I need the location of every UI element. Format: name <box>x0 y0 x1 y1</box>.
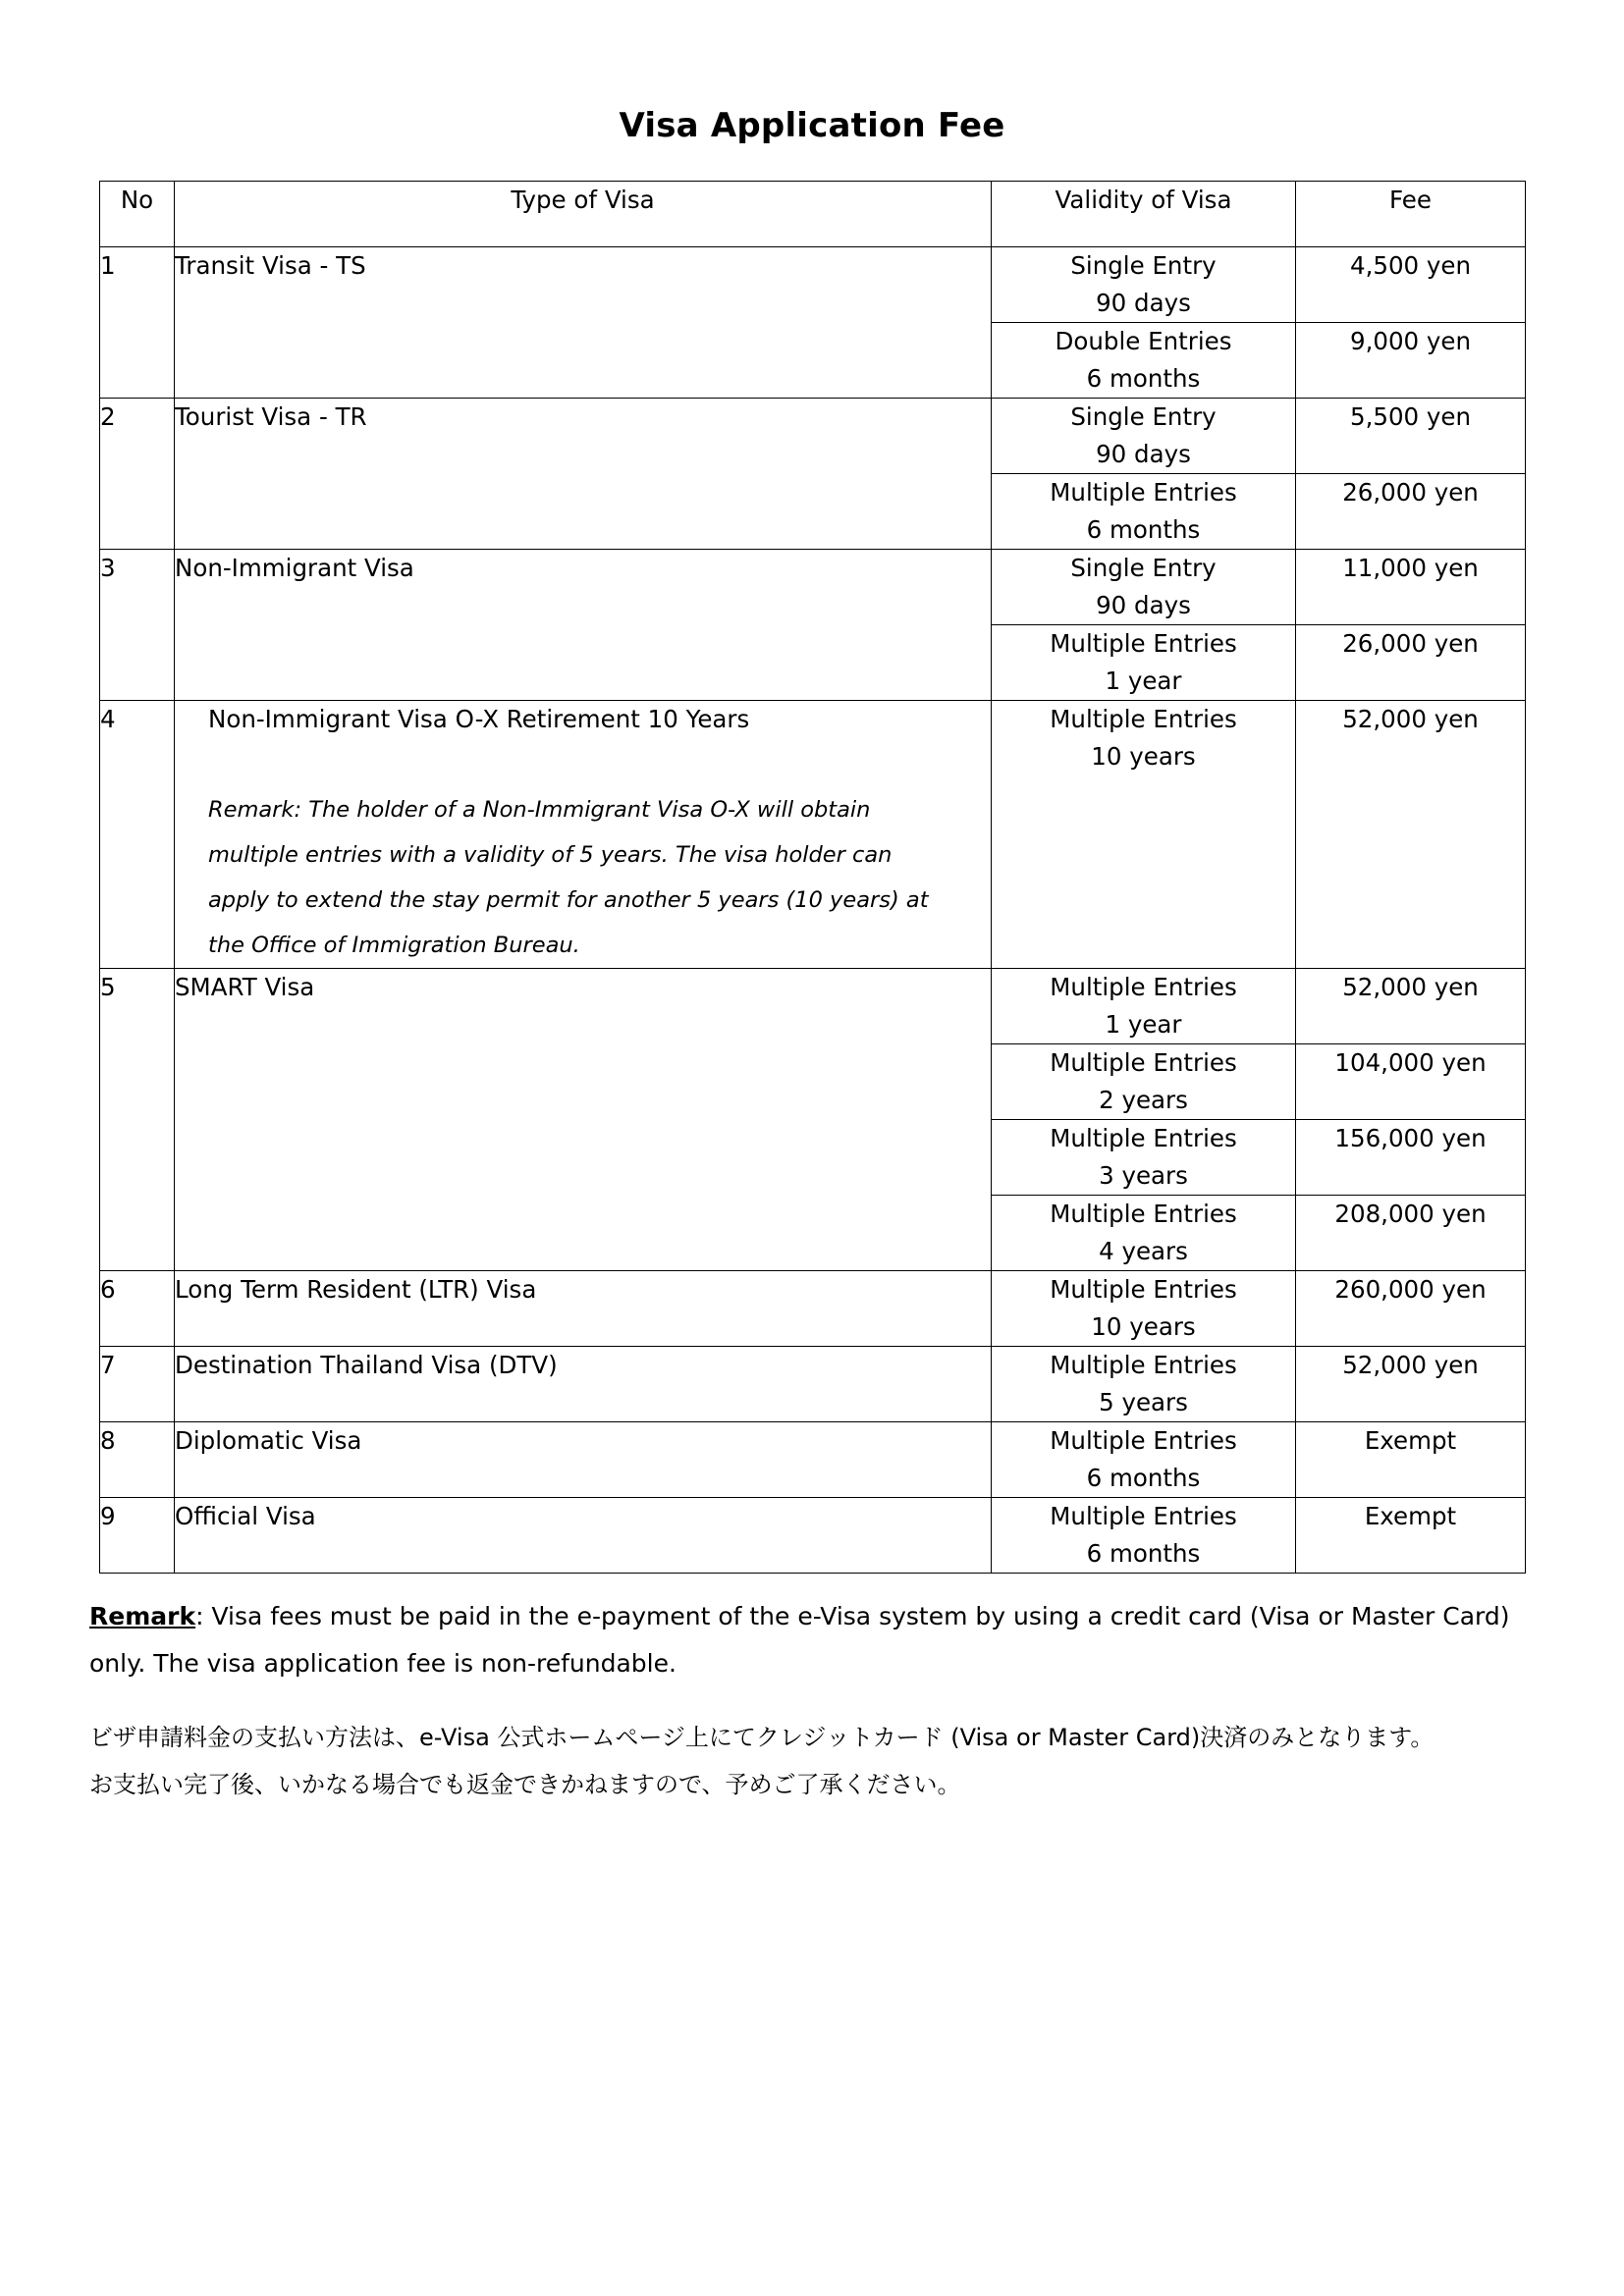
cell-fee: 208,000 yen <box>1296 1195 1526 1270</box>
validity-duration: 6 months <box>1086 514 1201 544</box>
validity-entry-type: Multiple Entries <box>1050 1274 1237 1304</box>
validity-entry-type: Multiple Entries <box>1050 477 1237 507</box>
cell-validity <box>992 1497 1296 1573</box>
column-header-fee: Fee <box>1296 182 1526 247</box>
cell-validity <box>992 549 1296 624</box>
cell-validity <box>992 969 1296 1044</box>
table-header <box>100 182 1526 247</box>
cell-fee: 5,500 yen <box>1296 398 1526 473</box>
validity-duration: 6 months <box>1086 1463 1201 1492</box>
cell-no: 9 <box>100 1497 175 1573</box>
validity-duration: 2 years <box>1099 1086 1188 1114</box>
fee-table-container <box>99 145 1525 1574</box>
validity-duration: 6 months <box>1086 1538 1201 1568</box>
cell-validity <box>992 247 1296 323</box>
validity-entry-type: Multiple Entries <box>1050 704 1237 733</box>
validity-duration: 90 days <box>1096 439 1191 468</box>
column-header-validity: Validity of Visa <box>992 182 1296 247</box>
visa-type-remark <box>208 787 991 969</box>
cell-no: 1 <box>100 247 175 399</box>
cell-fee: 260,000 yen <box>1296 1270 1526 1346</box>
cell-validity <box>992 700 1296 968</box>
validity-entry-type: Multiple Entries <box>1050 1501 1237 1530</box>
cell-fee: 52,000 yen <box>1296 1346 1526 1421</box>
validity-entry-type: Multiple Entries <box>1050 973 1237 1002</box>
visa-type-name: Destination Thailand Visa (DTV) <box>175 1350 558 1379</box>
table-row <box>100 247 1526 323</box>
cell-no: 3 <box>100 549 175 700</box>
validity-entry-type: Multiple Entries <box>1050 1123 1237 1152</box>
table-row <box>100 1421 1526 1497</box>
cell-validity <box>992 1044 1296 1120</box>
cell-validity <box>992 1270 1296 1346</box>
cell-fee: 52,000 yen <box>1296 969 1526 1044</box>
cell-fee: Exempt <box>1296 1497 1526 1573</box>
table-row <box>100 549 1526 624</box>
cell-validity <box>992 1119 1296 1195</box>
validity-duration: 10 years <box>1091 1311 1196 1341</box>
cell-validity <box>992 624 1296 700</box>
cell-validity <box>992 322 1296 398</box>
page-title: Visa Application Fee <box>619 106 1005 145</box>
validity-duration: 10 years <box>1091 741 1196 771</box>
cell-fee: 104,000 yen <box>1296 1044 1526 1120</box>
cell-visa-type <box>175 1346 992 1421</box>
cell-fee: Exempt <box>1296 1421 1526 1497</box>
table-row <box>100 1497 1526 1573</box>
footer-notes <box>80 1574 1544 1809</box>
cell-no: 6 <box>100 1270 175 1346</box>
validity-entry-type: Double Entries <box>1055 326 1232 355</box>
cell-no: 7 <box>100 1346 175 1421</box>
table-header-row <box>100 182 1526 247</box>
cell-validity <box>992 1346 1296 1421</box>
validity-duration: 1 year <box>1105 1010 1182 1040</box>
cell-fee: 11,000 yen <box>1296 549 1526 624</box>
validity-entry-type: Single Entry <box>1070 251 1217 280</box>
validity-entry-type: Multiple Entries <box>1050 1425 1237 1455</box>
table-body <box>100 247 1526 1574</box>
cell-no: 8 <box>100 1421 175 1497</box>
cell-visa-type <box>175 1497 992 1573</box>
column-header-type: Type of Visa <box>175 182 992 247</box>
validity-duration: 4 years <box>1099 1236 1188 1265</box>
validity-duration: 6 months <box>1086 363 1201 393</box>
table-row <box>100 398 1526 473</box>
visa-type-name: Tourist Visa - TR <box>175 401 367 431</box>
cell-visa-type <box>175 247 992 399</box>
visa-type-name: Non-Immigrant Visa O-X Retirement 10 Years <box>208 704 750 733</box>
remark-japanese <box>80 1688 1544 1808</box>
cell-validity <box>992 1195 1296 1270</box>
validity-entry-type: Single Entry <box>1070 401 1217 431</box>
table-row <box>100 1270 1526 1346</box>
validity-duration: 5 years <box>1099 1387 1188 1416</box>
cell-fee: 156,000 yen <box>1296 1119 1526 1195</box>
cell-fee: 9,000 yen <box>1296 322 1526 398</box>
table-row <box>100 700 1526 968</box>
japanese-line-1: ビザ申請料金の支払い方法は、e-Visa 公式ホームページ上にてクレジットカード (Visa or Master Card)決済のみとなります。 <box>89 1724 1435 1752</box>
cell-validity <box>992 473 1296 549</box>
cell-no: 4 <box>100 700 175 968</box>
cell-visa-type <box>175 969 992 1271</box>
cell-fee: 26,000 yen <box>1296 473 1526 549</box>
visa-type-name: Transit Visa - TS <box>175 251 366 280</box>
remark-english <box>80 1593 1544 1689</box>
cell-validity <box>992 398 1296 473</box>
visa-type-remark-line: Remark: The holder of a Non-Immigrant Visa O-X will obtain <box>208 796 871 823</box>
validity-duration: 90 days <box>1096 590 1191 619</box>
visa-fee-table <box>99 181 1526 1574</box>
visa-type-name: Non-Immigrant Visa <box>175 553 414 582</box>
cell-visa-type <box>175 1270 992 1346</box>
validity-entry-type: Multiple Entries <box>1050 1350 1237 1379</box>
cell-visa-type <box>175 549 992 700</box>
validity-entry-type: Single Entry <box>1070 553 1217 582</box>
table-row <box>100 969 1526 1044</box>
validity-entry-type: Multiple Entries <box>1050 1199 1237 1228</box>
column-header-no: No <box>100 182 175 247</box>
validity-duration: 3 years <box>1099 1160 1188 1190</box>
table-row <box>100 1346 1526 1421</box>
japanese-line-2: お支払い完了後、いかなる場合でも返金できかねますので、予めご了承ください。 <box>89 1771 961 1799</box>
visa-type-remark-line: multiple entries with a validity of 5 years. The visa holder can <box>208 841 893 868</box>
visa-type-name: Diplomatic Visa <box>175 1425 362 1455</box>
cell-validity <box>992 1421 1296 1497</box>
validity-duration: 90 days <box>1096 288 1191 317</box>
visa-type-remark-line: apply to extend the stay permit for another 5 years (10 years) at <box>208 886 929 913</box>
cell-visa-type <box>175 1421 992 1497</box>
remark-text: : Visa fees must be paid in the e-payment of the e-Visa system by using a credit card (Visa or Master Card) only. The visa application fee is non-refundable. <box>89 1601 1510 1679</box>
validity-duration: 1 year <box>1105 666 1182 695</box>
cell-no: 2 <box>100 398 175 549</box>
validity-entry-type: Multiple Entries <box>1050 1048 1237 1078</box>
cell-fee: 52,000 yen <box>1296 700 1526 968</box>
cell-visa-type <box>175 700 992 968</box>
cell-fee: 26,000 yen <box>1296 624 1526 700</box>
visa-type-name: Official Visa <box>175 1501 316 1530</box>
visa-type-name: Long Term Resident (LTR) Visa <box>175 1274 537 1304</box>
remark-label: Remark <box>89 1601 196 1630</box>
cell-fee: 4,500 yen <box>1296 247 1526 323</box>
cell-no: 5 <box>100 969 175 1271</box>
validity-entry-type: Multiple Entries <box>1050 628 1237 658</box>
visa-type-remark-line: the Office of Immigration Bureau. <box>208 932 580 958</box>
visa-type-name: SMART Visa <box>175 973 315 1002</box>
cell-visa-type <box>175 398 992 549</box>
